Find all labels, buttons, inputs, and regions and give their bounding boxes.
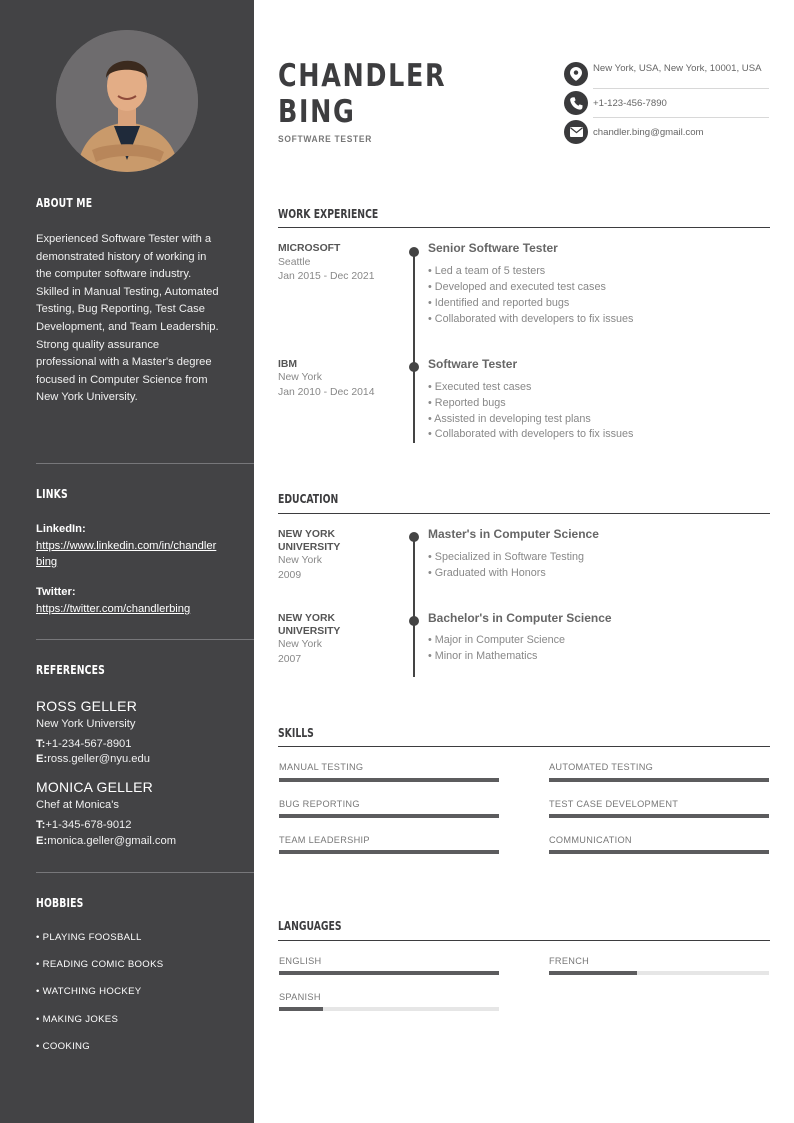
twitter-link[interactable]: https://twitter.com/chandlerbing <box>36 603 191 615</box>
languages-heading: LANGUAGES <box>278 919 342 933</box>
about-text: Experienced Software Tester with a demonstrated history of working in the computer software industry. Skilled in Manual Testing, Automated Testing, Bug Reporting, Test Case Development, and Team Leadership. Strong quality assurance professional with a Master's degree focused in Computer Science from New York University. <box>36 233 219 404</box>
section-divider <box>278 940 770 941</box>
hobby-item: • COOKING <box>36 1041 91 1052</box>
skill-bar <box>549 814 769 818</box>
contact-email[interactable]: chandler.bing@gmail.com <box>593 127 704 138</box>
language-bar-fill <box>279 971 499 975</box>
skill-bar-fill <box>549 814 769 818</box>
education-heading: EDUCATION <box>278 492 339 506</box>
language-bar <box>549 971 769 975</box>
references-heading: REFERENCES <box>36 663 106 677</box>
skill-bar <box>279 814 499 818</box>
section-divider <box>278 746 770 747</box>
contact-phone: +1-123-456-7890 <box>593 98 667 109</box>
hobby-item: • MAKING JOKES <box>36 1014 119 1025</box>
skill-bar <box>279 778 499 782</box>
phone-icon <box>564 91 588 115</box>
school-year: 2007 <box>278 654 302 665</box>
skill-bar-fill <box>279 814 499 818</box>
divider <box>36 463 254 464</box>
language-label: ENGLISH <box>279 956 322 966</box>
timeline-line <box>413 536 415 677</box>
section-divider <box>278 513 770 514</box>
skill-label: AUTOMATED TESTING <box>549 762 654 772</box>
email-label: E: <box>36 835 48 847</box>
envelope-icon <box>564 120 588 144</box>
school-location: New York <box>278 555 322 566</box>
language-label: SPANISH <box>279 992 321 1002</box>
skill-bar <box>549 778 769 782</box>
linkedin-link[interactable]: https://www.linkedin.com/in/chandlerbing <box>36 540 217 568</box>
job-bullet: • Assisted in developing test plans <box>428 413 591 425</box>
language-label: FRENCH <box>549 956 590 966</box>
last-name: BING <box>278 94 356 130</box>
email-value: ross.geller@nyu.edu <box>47 753 150 765</box>
email-label: E: <box>36 753 48 765</box>
degree-bullet: • Graduated with Honors <box>428 567 546 579</box>
job-bullet: • Reported bugs <box>428 397 506 409</box>
work-experience-heading: WORK EXPERIENCE <box>278 207 379 221</box>
job-title: SOFTWARE TESTER <box>278 134 373 145</box>
timeline-dot <box>409 532 419 542</box>
school-location: New York <box>278 639 322 650</box>
timeline-line <box>413 250 415 443</box>
phone-label: T: <box>36 819 46 831</box>
school-name: NEW YORK UNIVERSITY <box>278 613 341 637</box>
reference-phone <box>36 738 131 750</box>
phone-label: T: <box>36 738 46 750</box>
first-name: CHANDLER <box>278 58 447 94</box>
divider <box>36 639 254 640</box>
job-role: Senior Software Tester <box>428 241 558 255</box>
hobbies-heading: HOBBIES <box>36 896 84 910</box>
reference-org: New York University <box>36 718 136 730</box>
job-company: IBM <box>278 359 298 370</box>
job-bullet: • Developed and executed test cases <box>428 281 606 293</box>
skill-label: TEST CASE DEVELOPMENT <box>549 799 679 809</box>
hobby-item: • READING COMIC BOOKS <box>36 959 164 970</box>
language-bar-fill <box>279 1007 323 1011</box>
skill-bar-fill <box>549 850 769 854</box>
reference-email <box>36 753 150 765</box>
skill-label: TEAM LEADERSHIP <box>279 835 370 845</box>
skill-bar-fill <box>279 850 499 854</box>
skill-bar <box>279 850 499 854</box>
language-bar <box>279 1007 499 1011</box>
email-value: monica.geller@gmail.com <box>47 835 177 847</box>
skill-bar-fill <box>279 778 499 782</box>
skill-bar <box>549 850 769 854</box>
skill-bar-fill <box>549 778 769 782</box>
skills-heading: SKILLS <box>278 726 314 740</box>
hobby-item: • WATCHING HOCKEY <box>36 986 142 997</box>
job-role: Software Tester <box>428 357 518 371</box>
phone-value: +1-234-567-8901 <box>45 738 132 750</box>
school-year: 2009 <box>278 570 302 581</box>
reference-org: Chef at Monica's <box>36 799 119 811</box>
job-company: MICROSOFT <box>278 243 341 254</box>
reference-email <box>36 835 176 847</box>
job-bullet: • Collaborated with developers to fix issues <box>428 428 634 440</box>
timeline-dot <box>409 362 419 372</box>
contact-divider <box>593 117 769 118</box>
degree-bullet: • Minor in Mathematics <box>428 650 538 662</box>
timeline-dot <box>409 247 419 257</box>
job-location: Seattle <box>278 257 311 268</box>
school-name: NEW YORK UNIVERSITY <box>278 529 341 553</box>
location-pin-icon <box>564 62 588 86</box>
language-bar <box>279 971 499 975</box>
language-bar-fill <box>549 971 637 975</box>
job-bullet: • Executed test cases <box>428 381 532 393</box>
divider <box>36 872 254 873</box>
reference-phone <box>36 819 131 831</box>
about-heading: ABOUT ME <box>36 196 93 210</box>
skill-label: MANUAL TESTING <box>279 762 364 772</box>
job-bullet: • Collaborated with developers to fix issues <box>428 313 634 325</box>
hobby-item: • PLAYING FOOSBALL <box>36 932 142 943</box>
skill-label: BUG REPORTING <box>279 799 360 809</box>
contact-divider <box>593 88 769 89</box>
skill-label: COMMUNICATION <box>549 835 632 845</box>
linkedin-label: LinkedIn: <box>36 523 86 535</box>
job-bullet: • Identified and reported bugs <box>428 297 570 309</box>
degree-bullet: • Specialized in Software Testing <box>428 551 585 563</box>
timeline-dot <box>409 616 419 626</box>
phone-value: +1-345-678-9012 <box>45 819 132 831</box>
links-heading: LINKS <box>36 487 68 501</box>
section-divider <box>278 227 770 228</box>
job-bullet: • Led a team of 5 testers <box>428 265 546 277</box>
profile-photo <box>56 30 198 172</box>
degree: Bachelor's in Computer Science <box>428 611 612 625</box>
reference-name: ROSS GELLER <box>36 698 138 714</box>
job-dates: Jan 2010 - Dec 2014 <box>278 387 375 398</box>
job-dates: Jan 2015 - Dec 2021 <box>278 271 375 282</box>
job-location: New York <box>278 372 322 383</box>
degree: Master's in Computer Science <box>428 527 599 541</box>
degree-bullet: • Major in Computer Science <box>428 634 565 646</box>
twitter-label: Twitter: <box>36 586 76 598</box>
sidebar <box>0 0 254 1123</box>
contact-address: New York, USA, New York, 10001, USA <box>593 63 762 74</box>
reference-name: MONICA GELLER <box>36 779 153 795</box>
portrait-icon <box>56 30 198 172</box>
